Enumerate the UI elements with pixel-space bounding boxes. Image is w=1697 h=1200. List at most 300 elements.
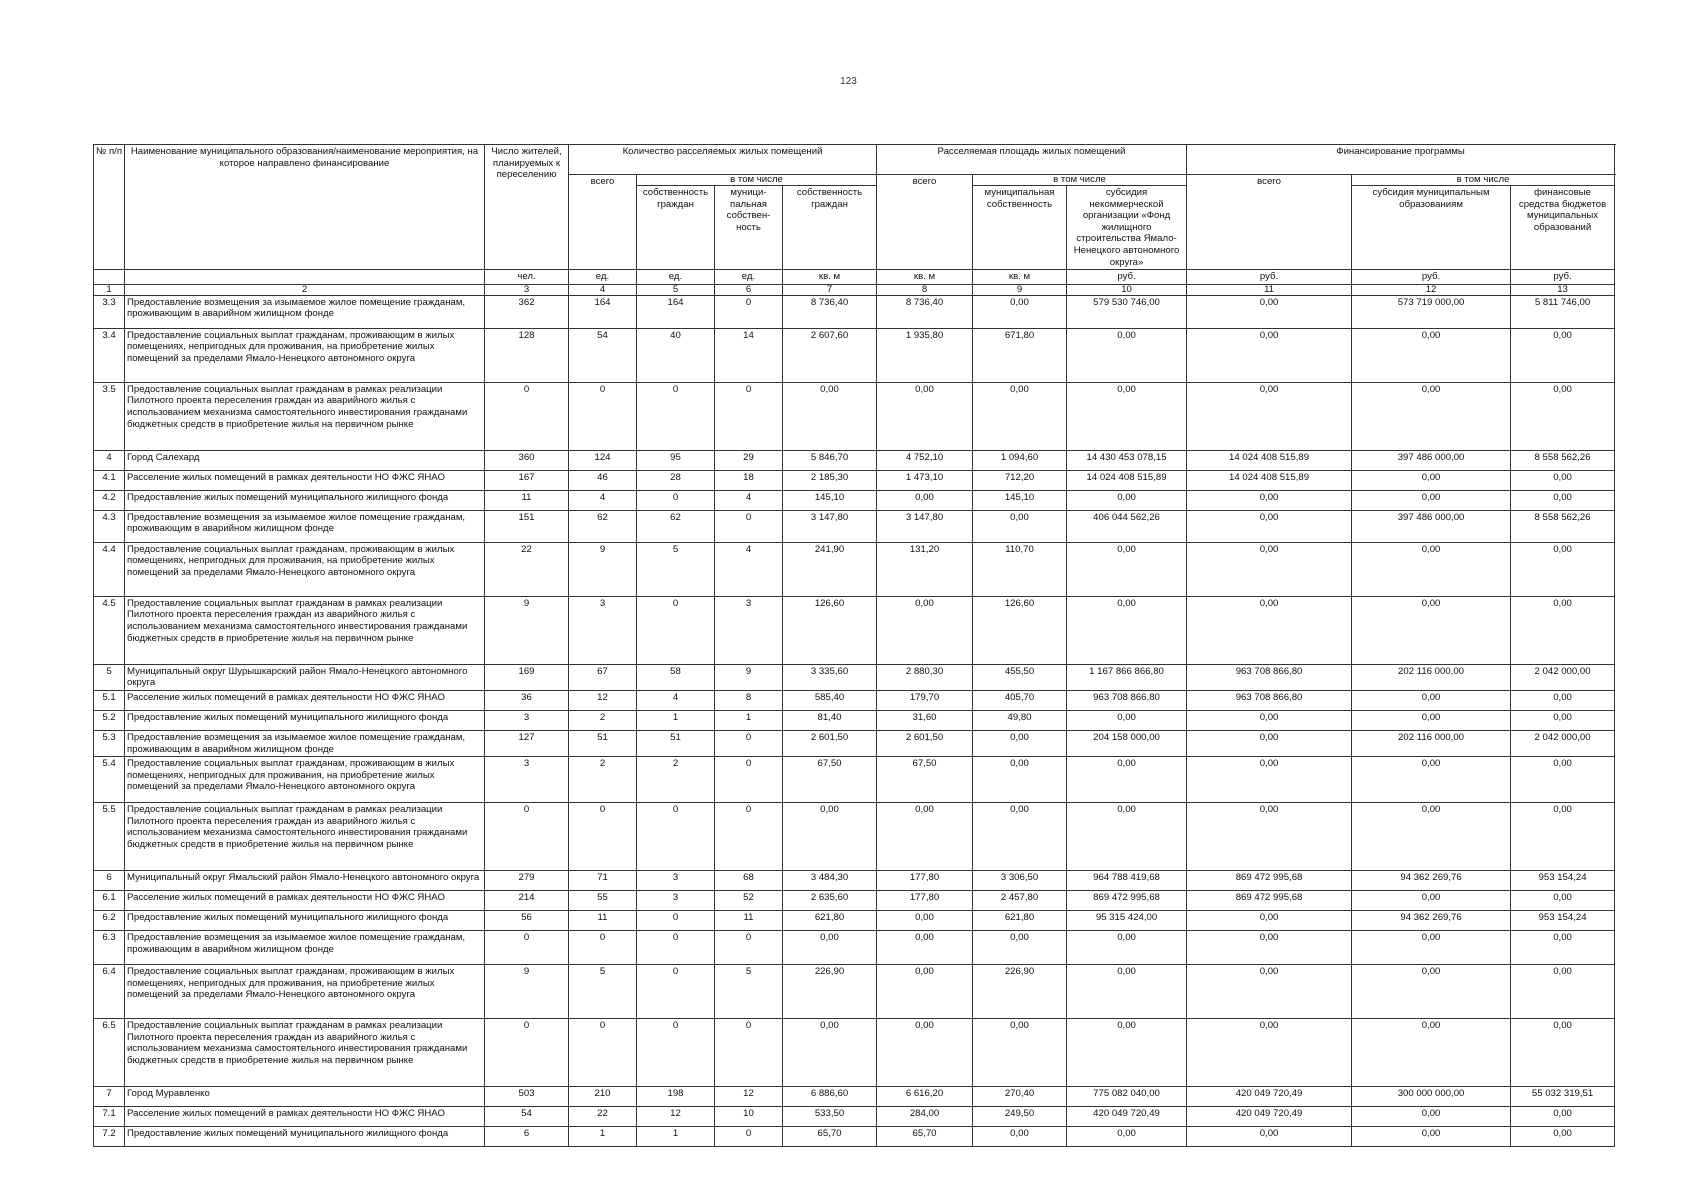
row-number: 7.2	[94, 1127, 125, 1147]
row-value: 0,00	[1352, 382, 1511, 450]
row-value: 4 752,10	[877, 450, 973, 470]
row-value: 49,80	[973, 710, 1067, 730]
row-value: 0,00	[1352, 690, 1511, 710]
column-number: 10	[1067, 284, 1187, 295]
row-value: 1 094,60	[973, 450, 1067, 470]
row-name: Предоставление социальных выплат гражданам, проживающим в жилых помещениях, непригодных для проживания, на приобретение жилых помещений за пределами Ямало-Ненецкого автономного округа	[125, 542, 485, 596]
row-number: 4.4	[94, 542, 125, 596]
row-value: 164	[569, 295, 637, 328]
row-value: 0,00	[1067, 931, 1187, 965]
row-name: Расселение жилых помещений в рамках деятельности НО ФЖС ЯНАО	[125, 690, 485, 710]
row-value: 585,40	[783, 690, 877, 710]
row-number: 5.5	[94, 803, 125, 871]
row-value: 0,00	[1067, 965, 1187, 1019]
row-number: 5.3	[94, 730, 125, 756]
row-name: Предоставление возмещения за изымаемое жилое помещение гражданам, проживающим в аварийном жилищном фонде	[125, 931, 485, 965]
row-value: 3	[485, 710, 569, 730]
row-name: Предоставление возмещения за изымаемое жилое помещение гражданам, проживающим в аварийном жилищном фонде	[125, 510, 485, 542]
row-value: 4	[569, 490, 637, 510]
header-residents: Число жителей, планируемых к переселению	[485, 145, 569, 270]
row-value: 284,00	[877, 1107, 973, 1127]
row-value: 179,70	[877, 690, 973, 710]
row-value: 0,00	[1511, 757, 1615, 803]
row-value: 0,00	[783, 1019, 877, 1087]
row-value: 0	[715, 1127, 783, 1147]
row-name: Город Муравленко	[125, 1087, 485, 1107]
row-value: 0,00	[1187, 510, 1352, 542]
row-value: 11	[569, 911, 637, 931]
table-row	[94, 911, 1615, 931]
header-rooms-including: в том числе	[637, 175, 877, 186]
row-value: 0,00	[973, 803, 1067, 871]
row-value: 169	[485, 664, 569, 690]
row-value: 533,50	[783, 1107, 877, 1127]
row-value: 0,00	[973, 931, 1067, 965]
row-value: 0,00	[1511, 803, 1615, 871]
row-value: 0,00	[1067, 542, 1187, 596]
column-number: 4	[569, 284, 637, 295]
row-value: 4	[715, 490, 783, 510]
column-number: 7	[783, 284, 877, 295]
row-value: 0,00	[1067, 596, 1187, 664]
row-value: 55 032 319,51	[1511, 1087, 1615, 1107]
row-number: 6	[94, 871, 125, 891]
row-value: 0,00	[1187, 382, 1352, 450]
row-value: 397 486 000,00	[1352, 510, 1511, 542]
row-value: 110,70	[973, 542, 1067, 596]
row-number: 4.2	[94, 490, 125, 510]
column-numbers-row	[94, 284, 1615, 295]
row-value: 963 708 866,80	[1187, 664, 1352, 690]
row-value: 14 430 453 078,15	[1067, 450, 1187, 470]
row-value: 2 042 000,00	[1511, 730, 1615, 756]
row-value: 0,00	[1187, 757, 1352, 803]
row-name: Предоставление социальных выплат гражданам, проживающим в жилых помещениях, непригодных для проживания, на приобретение жилых помещений за пределами Ямало-Ненецкого автономного округа	[125, 965, 485, 1019]
table-row	[94, 757, 1615, 803]
row-value: 0	[715, 382, 783, 450]
row-value: 0,00	[1511, 542, 1615, 596]
row-value: 56	[485, 911, 569, 931]
row-number: 6.4	[94, 965, 125, 1019]
row-name: Предоставление социальных выплат гражданам, проживающим в жилых помещениях, непригодных для проживания, на приобретение жилых помещений за пределами Ямало-Ненецкого автономного округа	[125, 757, 485, 803]
row-value: 0,00	[1352, 490, 1511, 510]
row-value: 0	[637, 596, 715, 664]
table-row	[94, 596, 1615, 664]
row-value: 0	[637, 965, 715, 1019]
row-number: 6.3	[94, 931, 125, 965]
row-value: 0,00	[1187, 295, 1352, 328]
row-value: 869 472 995,68	[1187, 871, 1352, 891]
header-fin-total: всего	[1187, 175, 1352, 270]
row-value: 36	[485, 690, 569, 710]
row-value: 0,00	[877, 382, 973, 450]
row-value: 8 736,40	[783, 295, 877, 328]
row-value: 94 362 269,76	[1352, 871, 1511, 891]
row-value: 0,00	[1067, 1019, 1187, 1087]
unit-cell: кв. м	[973, 270, 1067, 285]
row-value: 126,60	[783, 596, 877, 664]
row-value: 62	[569, 510, 637, 542]
row-value: 0	[569, 803, 637, 871]
row-value: 67,50	[783, 757, 877, 803]
row-number: 4.5	[94, 596, 125, 664]
row-value: 0,00	[1352, 1019, 1511, 1087]
row-value: 0	[637, 382, 715, 450]
row-value: 2	[569, 710, 637, 730]
row-value: 573 719 000,00	[1352, 295, 1511, 328]
row-name: Расселение жилых помещений в рамках деятельности НО ФЖС ЯНАО	[125, 891, 485, 911]
header-area-municipal: муниципальная собственность	[973, 186, 1067, 270]
row-value: 0,00	[877, 965, 973, 1019]
row-value: 202 116 000,00	[1352, 664, 1511, 690]
row-name: Предоставление жилых помещений муниципального жилищного фонда	[125, 1127, 485, 1147]
row-value: 81,40	[783, 710, 877, 730]
row-value: 62	[637, 510, 715, 542]
row-number: 7.1	[94, 1107, 125, 1127]
row-value: 58	[637, 664, 715, 690]
row-value: 2	[637, 757, 715, 803]
row-value: 0,00	[1067, 710, 1187, 730]
row-value: 621,80	[783, 911, 877, 931]
row-value: 420 049 720,49	[1187, 1087, 1352, 1107]
row-value: 2 042 000,00	[1511, 664, 1615, 690]
row-value: 67	[569, 664, 637, 690]
row-value: 0,00	[877, 490, 973, 510]
row-value: 1	[715, 710, 783, 730]
row-value: 0,00	[1352, 931, 1511, 965]
row-value: 397 486 000,00	[1352, 450, 1511, 470]
row-value: 226,90	[973, 965, 1067, 1019]
row-name: Предоставление социальных выплат гражданам в рамках реализации Пилотного проекта переселения граждан из аварийного жилья с использованием механизма самостоятельного инвестирования гражданами бюджетных средств в приобретение жилья на первичном рынке	[125, 382, 485, 450]
row-value: 151	[485, 510, 569, 542]
unit-cell: кв. м	[783, 270, 877, 285]
row-value: 0	[715, 730, 783, 756]
table-row	[94, 542, 1615, 596]
row-value: 0	[637, 911, 715, 931]
row-name: Расселение жилых помещений в рамках деятельности НО ФЖС ЯНАО	[125, 1107, 485, 1127]
row-value: 0,00	[1511, 470, 1615, 490]
row-value: 2 601,50	[877, 730, 973, 756]
header-subsidy-municipal: субсидия муниципальным образованиям	[1352, 186, 1511, 270]
table-row	[94, 450, 1615, 470]
row-number: 3.5	[94, 382, 125, 450]
row-name: Предоставление жилых помещений муниципального жилищного фонда	[125, 710, 485, 730]
row-value: 3 306,50	[973, 871, 1067, 891]
column-number: 11	[1187, 284, 1352, 295]
header-area-total: всего	[877, 175, 973, 270]
unit-cell: ед.	[637, 270, 715, 285]
row-number: 4	[94, 450, 125, 470]
table-row	[94, 1107, 1615, 1127]
row-value: 963 708 866,80	[1187, 690, 1352, 710]
header-rooms-citizens: собственность граждан	[637, 186, 715, 270]
row-value: 405,70	[973, 690, 1067, 710]
row-value: 131,20	[877, 542, 973, 596]
row-number: 5.2	[94, 710, 125, 730]
row-value: 420 049 720,49	[1067, 1107, 1187, 1127]
row-value: 0,00	[783, 382, 877, 450]
row-value: 0,00	[1352, 328, 1511, 382]
row-value: 145,10	[973, 490, 1067, 510]
table-row	[94, 490, 1615, 510]
row-value: 0,00	[973, 1127, 1067, 1147]
row-value: 18	[715, 470, 783, 490]
row-value: 579 530 746,00	[1067, 295, 1187, 328]
row-value: 455,50	[973, 664, 1067, 690]
row-value: 14 024 408 515,89	[1187, 450, 1352, 470]
row-value: 0,00	[1511, 965, 1615, 1019]
row-value: 0	[715, 803, 783, 871]
row-name: Предоставление жилых помещений муниципального жилищного фонда	[125, 911, 485, 931]
row-value: 0,00	[1352, 803, 1511, 871]
row-value: 712,20	[973, 470, 1067, 490]
row-value: 2 457,80	[973, 891, 1067, 911]
row-value: 869 472 995,68	[1067, 891, 1187, 911]
table-row	[94, 690, 1615, 710]
row-value: 204 158 000,00	[1067, 730, 1187, 756]
row-value: 28	[637, 470, 715, 490]
row-value: 198	[637, 1087, 715, 1107]
row-value: 22	[569, 1107, 637, 1127]
row-value: 241,90	[783, 542, 877, 596]
table-row	[94, 382, 1615, 450]
row-value: 0	[637, 931, 715, 965]
row-value: 0,00	[1352, 710, 1511, 730]
row-value: 0,00	[1187, 490, 1352, 510]
units-row	[94, 270, 1615, 285]
column-number: 8	[877, 284, 973, 295]
row-value: 128	[485, 328, 569, 382]
row-value: 0,00	[1067, 1127, 1187, 1147]
row-value: 406 044 562,26	[1067, 510, 1187, 542]
row-value: 0,00	[783, 931, 877, 965]
row-value: 671,80	[973, 328, 1067, 382]
unit-cell: руб.	[1067, 270, 1187, 285]
row-value: 65,70	[783, 1127, 877, 1147]
row-value: 31,60	[877, 710, 973, 730]
row-value: 3 484,30	[783, 871, 877, 891]
row-value: 0,00	[1511, 596, 1615, 664]
row-value: 3	[715, 596, 783, 664]
row-value: 0,00	[1067, 757, 1187, 803]
row-value: 0,00	[1511, 382, 1615, 450]
header-name: Наименование муниципального образования/наименование мероприятия, на которое направлено финансирование	[125, 145, 485, 270]
row-name: Предоставление социальных выплат гражданам в рамках реализации Пилотного проекта переселения граждан из аварийного жилья с использованием механизма самостоятельного инвестирования гражданами бюджетных средств в приобретение жилья на первичном рынке	[125, 1019, 485, 1087]
row-value: 0,00	[1187, 730, 1352, 756]
row-value: 2	[569, 757, 637, 803]
row-value: 164	[637, 295, 715, 328]
row-value: 0	[485, 382, 569, 450]
row-value: 0,00	[1352, 470, 1511, 490]
row-value: 0,00	[877, 931, 973, 965]
row-value: 1 473,10	[877, 470, 973, 490]
row-value: 0,00	[1067, 382, 1187, 450]
row-value: 10	[715, 1107, 783, 1127]
row-number: 5.4	[94, 757, 125, 803]
table-body	[94, 295, 1615, 1146]
row-value: 270,40	[973, 1087, 1067, 1107]
table-row	[94, 871, 1615, 891]
header-fin-including: в том числе	[1352, 175, 1615, 186]
row-value: 68	[715, 871, 783, 891]
table-row	[94, 328, 1615, 382]
row-value: 0	[569, 931, 637, 965]
header-area-group: Расселяемая площадь жилых помещений	[877, 145, 1187, 175]
row-value: 0	[637, 490, 715, 510]
row-value: 964 788 419,68	[1067, 871, 1187, 891]
row-value: 0,00	[1352, 965, 1511, 1019]
row-value: 3	[485, 757, 569, 803]
column-number: 3	[485, 284, 569, 295]
row-value: 0,00	[1511, 1019, 1615, 1087]
row-value: 0,00	[1187, 596, 1352, 664]
row-value: 52	[715, 891, 783, 911]
row-value: 0,00	[1187, 1127, 1352, 1147]
row-value: 54	[485, 1107, 569, 1127]
row-value: 953 154,24	[1511, 911, 1615, 931]
row-value: 0,00	[877, 1019, 973, 1087]
table-row	[94, 295, 1615, 328]
row-value: 3	[637, 891, 715, 911]
row-number: 5	[94, 664, 125, 690]
unit-cell: чел.	[485, 270, 569, 285]
row-value: 177,80	[877, 871, 973, 891]
column-number: 1	[94, 284, 125, 295]
row-value: 2 185,30	[783, 470, 877, 490]
row-value: 9	[485, 965, 569, 1019]
unit-cell: руб.	[1187, 270, 1352, 285]
resettlement-table	[93, 144, 1615, 1147]
row-name: Предоставление социальных выплат гражданам в рамках реализации Пилотного проекта переселения граждан из аварийного жилья с использованием механизма самостоятельного инвестирования гражданами бюджетных средств в приобретение жилья на первичном рынке	[125, 596, 485, 664]
unit-cell: ед.	[715, 270, 783, 285]
row-value: 0,00	[973, 510, 1067, 542]
column-number: 13	[1511, 284, 1615, 295]
row-value: 300 000 000,00	[1352, 1087, 1511, 1107]
table-row	[94, 965, 1615, 1019]
row-number: 6.5	[94, 1019, 125, 1087]
row-number: 4.3	[94, 510, 125, 542]
row-value: 67,50	[877, 757, 973, 803]
row-number: 4.1	[94, 470, 125, 490]
row-value: 0,00	[1511, 328, 1615, 382]
row-value: 14 024 408 515,89	[1067, 470, 1187, 490]
row-name: Город Салехард	[125, 450, 485, 470]
row-value: 869 472 995,68	[1187, 891, 1352, 911]
row-name: Предоставление возмещения за изымаемое жилое помещение гражданам, проживающим в аварийном жилищном фонде	[125, 295, 485, 328]
row-value: 0,00	[973, 730, 1067, 756]
row-value: 9	[715, 664, 783, 690]
unit-cell	[94, 270, 125, 285]
row-value: 0,00	[1511, 1107, 1615, 1127]
row-value: 14 024 408 515,89	[1187, 470, 1352, 490]
row-value: 3 335,60	[783, 664, 877, 690]
row-value: 210	[569, 1087, 637, 1107]
row-value: 0,00	[1187, 328, 1352, 382]
row-value: 0,00	[877, 911, 973, 931]
header-subsidy-fund: субсидия некоммерческой организации «Фонд жилищного строительства Ямало-Ненецкого автономного округа»	[1067, 186, 1187, 270]
row-value: 2 635,60	[783, 891, 877, 911]
table-row	[94, 664, 1615, 690]
row-value: 0,00	[1352, 596, 1511, 664]
row-value: 6	[485, 1127, 569, 1147]
row-value: 11	[715, 911, 783, 931]
row-value: 0,00	[1187, 542, 1352, 596]
row-value: 0	[715, 931, 783, 965]
row-value: 0,00	[1352, 757, 1511, 803]
row-name: Расселение жилых помещений в рамках деятельности НО ФЖС ЯНАО	[125, 470, 485, 490]
row-value: 4	[715, 542, 783, 596]
unit-cell: руб.	[1352, 270, 1511, 285]
table-row	[94, 510, 1615, 542]
row-value: 55	[569, 891, 637, 911]
table-row	[94, 1087, 1615, 1107]
row-value: 360	[485, 450, 569, 470]
row-value: 0,00	[1511, 1127, 1615, 1147]
table-row	[94, 730, 1615, 756]
row-value: 5 811 746,00	[1511, 295, 1615, 328]
row-number: 5.1	[94, 690, 125, 710]
row-value: 126,60	[973, 596, 1067, 664]
row-value: 1	[637, 710, 715, 730]
row-value: 1 935,80	[877, 328, 973, 382]
row-value: 0	[715, 510, 783, 542]
row-value: 3	[637, 871, 715, 891]
row-value: 0	[485, 803, 569, 871]
row-value: 12	[715, 1087, 783, 1107]
column-number: 12	[1352, 284, 1511, 295]
row-value: 0,00	[1067, 803, 1187, 871]
row-value: 0,00	[1511, 710, 1615, 730]
row-value: 1 167 866 866,80	[1067, 664, 1187, 690]
row-value: 0	[569, 382, 637, 450]
row-value: 775 082 040,00	[1067, 1087, 1187, 1107]
header-num: № п/п	[94, 145, 125, 270]
row-name: Предоставление возмещения за изымаемое жилое помещение гражданам, проживающим в аварийном жилищном фонде	[125, 730, 485, 756]
table-row	[94, 470, 1615, 490]
unit-cell	[125, 270, 485, 285]
row-value: 420 049 720,49	[1187, 1107, 1352, 1127]
row-value: 8	[715, 690, 783, 710]
row-value: 5	[637, 542, 715, 596]
row-value: 9	[485, 596, 569, 664]
row-value: 95	[637, 450, 715, 470]
row-value: 0,00	[877, 596, 973, 664]
table-row	[94, 1019, 1615, 1087]
row-number: 3.4	[94, 328, 125, 382]
row-value: 145,10	[783, 490, 877, 510]
row-value: 2 607,60	[783, 328, 877, 382]
page-number: 123	[840, 76, 857, 87]
row-name: Муниципальный округ Ямальский район Ямало-Ненецкого автономного округа	[125, 871, 485, 891]
row-value: 0,00	[1352, 891, 1511, 911]
row-value: 0	[715, 1019, 783, 1087]
row-number: 6.2	[94, 911, 125, 931]
row-value: 94 362 269,76	[1352, 911, 1511, 931]
row-value: 0,00	[783, 803, 877, 871]
column-number: 9	[973, 284, 1067, 295]
table-row	[94, 1127, 1615, 1147]
row-value: 0	[485, 1019, 569, 1087]
row-value: 0,00	[973, 382, 1067, 450]
row-value: 0,00	[973, 757, 1067, 803]
row-name: Предоставление жилых помещений муниципального жилищного фонда	[125, 490, 485, 510]
row-value: 0,00	[1352, 542, 1511, 596]
row-value: 8 558 562,26	[1511, 510, 1615, 542]
header-area-citizens: собственность граждан	[783, 186, 877, 270]
header-rooms-group: Количество расселяемых жилых помещений	[569, 145, 877, 175]
row-value: 5	[569, 965, 637, 1019]
row-value: 9	[569, 542, 637, 596]
